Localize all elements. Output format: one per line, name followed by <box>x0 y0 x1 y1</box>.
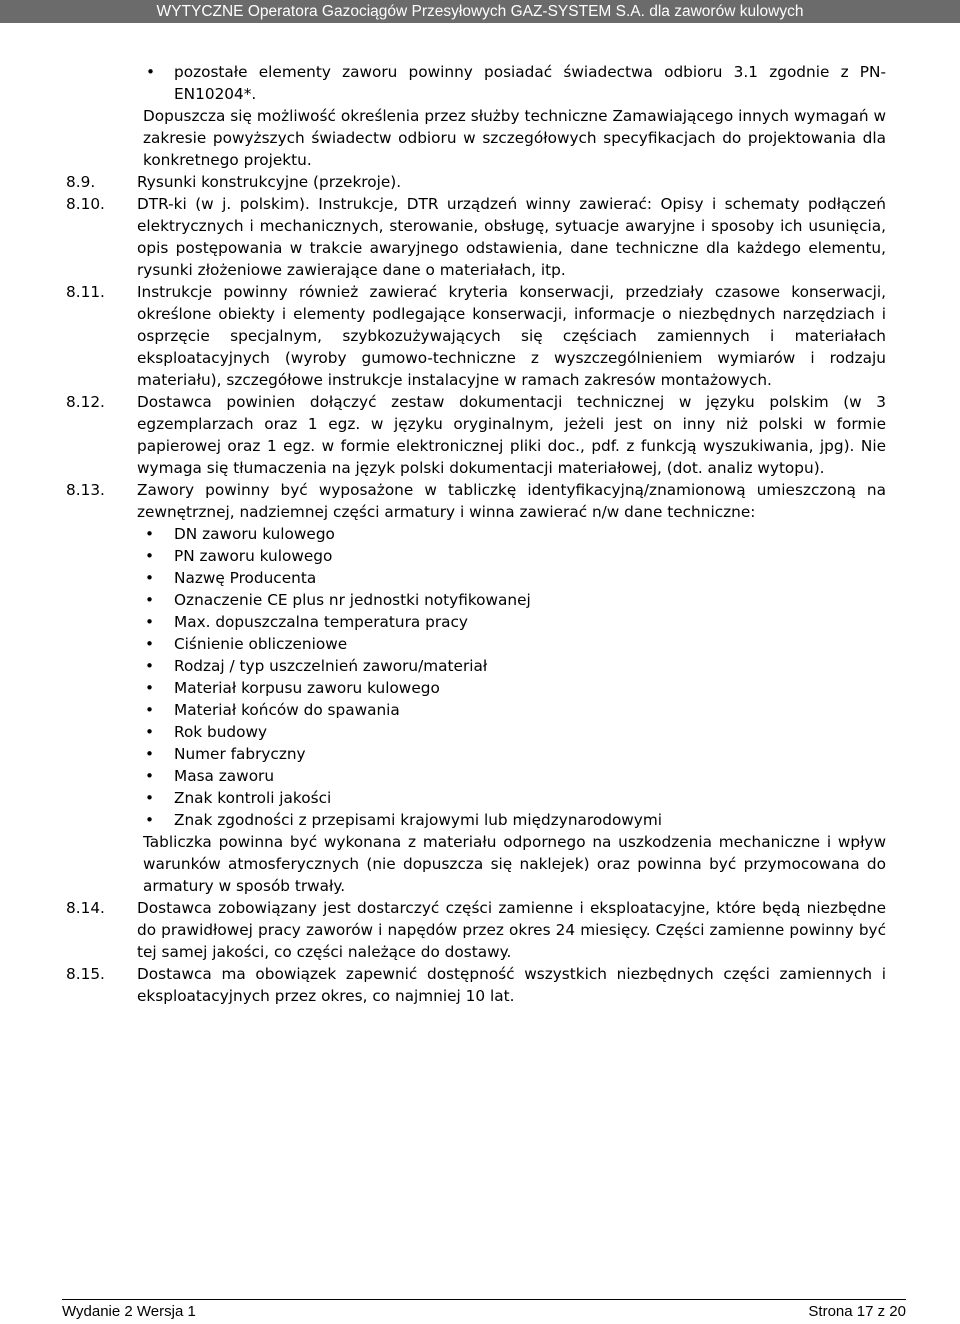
section-text: Dostawca powinien dołączyć zestaw dokumentacji technicznej w języku polskim (w 3 egzemplarzach oraz 1 egz. w języku oryginalnym, jeżeli jest on inny niż polski w formie papierowej oraz 1 egz. w formie elektronicznej pliki doc., pdf. z funkcją wyszukiwania, jpg). Nie wymaga się tłumaczenia na język polski dokumentacji materiałowej, (dot. analiz wytopu). <box>137 393 886 477</box>
nameplate-item: • Ciśnienie obliczeniowe <box>137 633 886 655</box>
nameplate-item: • DN zaworu kulowego <box>137 523 886 545</box>
nameplate-item: • Nazwę Producenta <box>137 567 886 589</box>
page-number: Strona 17 z 20 <box>808 1303 906 1320</box>
section-number: 8.15. <box>66 965 105 983</box>
nameplate-item: • Materiał końców do spawania <box>137 699 886 721</box>
nameplate-item: • Znak zgodności z przepisami krajowymi lub międzynarodowymi <box>137 809 886 831</box>
nameplate-item: • Materiał korpusu zaworu kulowego <box>137 677 886 699</box>
section-8-13 <box>66 479 886 897</box>
nameplate-item: • Znak kontroli jakości <box>137 787 886 809</box>
section-8-15 <box>66 963 886 1007</box>
edition-label: Wydanie 2 Wersja 1 <box>62 1303 196 1320</box>
section-number: 8.13. <box>66 481 105 499</box>
section-text: Dostawca ma obowiązek zapewnić dostępność wszystkich niezbędnych części zamiennych i eksploatacyjnych przez okres, co najmniej 10 lat. <box>137 965 886 1005</box>
nameplate-item: • Max. dopuszczalna temperatura pracy <box>137 611 886 633</box>
section-text: Instrukcje powinny również zawierać kryteria konserwacji, przedziały czasowe konserwacji, określone obiekty i elementy podlegające konserwacji, informacje o niezbędnych narzędziach i osprzęcie specjalnym, szybkozużywających się częściach zamiennych i materiałach eksploatacyjnych (wyroby gumowo-techniczne z wyszczególnieniem wymiarów i rodzaju materiału), szczegółowe instrukcje instalacyjne w ramach zakresów montażowych. <box>137 283 886 389</box>
section-number: 8.10. <box>66 195 105 213</box>
nameplate-item: • Masa zaworu <box>137 765 886 787</box>
section-text: Zawory powinny być wyposażone w tabliczkę identyfikacyjną/znamionową umieszczoną na zewnętrznej, nadziemnej części armatury i winna zawierać n/w dane techniczne: <box>137 481 886 521</box>
intro-bullet: • pozostałe elementy zaworu powinny posiadać świadectwa odbioru 3.1 zgodnie z PN-EN10204*. <box>66 61 886 105</box>
footer-divider <box>62 1299 906 1300</box>
section-8-11 <box>66 281 886 391</box>
nameplate-item: • Rok budowy <box>137 721 886 743</box>
nameplate-item: • PN zaworu kulowego <box>137 545 886 567</box>
section-8-9 <box>66 171 886 193</box>
document-body <box>66 61 886 1007</box>
section-8-10 <box>66 193 886 281</box>
section-number: 8.12. <box>66 393 105 411</box>
section-8-12 <box>66 391 886 479</box>
nameplate-item: • Rodzaj / typ uszczelnień zaworu/materiał <box>137 655 886 677</box>
section-text: Rysunki konstrukcyjne (przekroje). <box>137 173 402 191</box>
section-number: 8.11. <box>66 283 105 301</box>
nameplate-closing: Tabliczka powinna być wykonana z materiału odpornego na uszkodzenia mechaniczne i wpływ warunków atmosferycznych (nie dopuszcza się naklejek) oraz powinna być przymocowana do armatury w sposób trwały. <box>143 833 886 895</box>
nameplate-item: • Numer fabryczny <box>137 743 886 765</box>
document-header: WYTYCZNE Operatora Gazociągów Przesyłowych GAZ-SYSTEM S.A. dla zaworów kulowych <box>0 0 960 23</box>
section-text: Dostawca zobowiązany jest dostarczyć części zamienne i eksploatacyjne, które będą niezbędne do prawidłowej pracy zaworów i napędów przez okres 24 miesięcy. Części zamienne powinny być tej samej jakości, co części należące do dostawy. <box>137 899 886 961</box>
nameplate-item: • Oznaczenie CE plus nr jednostki notyfikowanej <box>137 589 886 611</box>
section-number: 8.14. <box>66 899 105 917</box>
section-text: DTR-ki (w j. polskim). Instrukcje, DTR urządzeń winny zawierać: Opisy i schematy podłączeń elektrycznych i mechanicznych, sterowanie, obsługę, sytuacje awaryjne i sposoby ich usunięcia, opis postępowania w trakcie awaryjnego odstawienia, dane techniczne dla każdego elementu, rysunki złożeniowe zawierające dane o materiałach, itp. <box>137 195 886 279</box>
intro-continuation: Dopuszcza się możliwość określenia przez służby techniczne Zamawiającego innych wymagań w zakresie powyższych świadectw odbioru w szczegółowych specyfikacjach do projektowania dla konkretnego projektu. <box>143 107 886 169</box>
section-number: 8.9. <box>66 173 96 191</box>
section-8-14 <box>66 897 886 963</box>
